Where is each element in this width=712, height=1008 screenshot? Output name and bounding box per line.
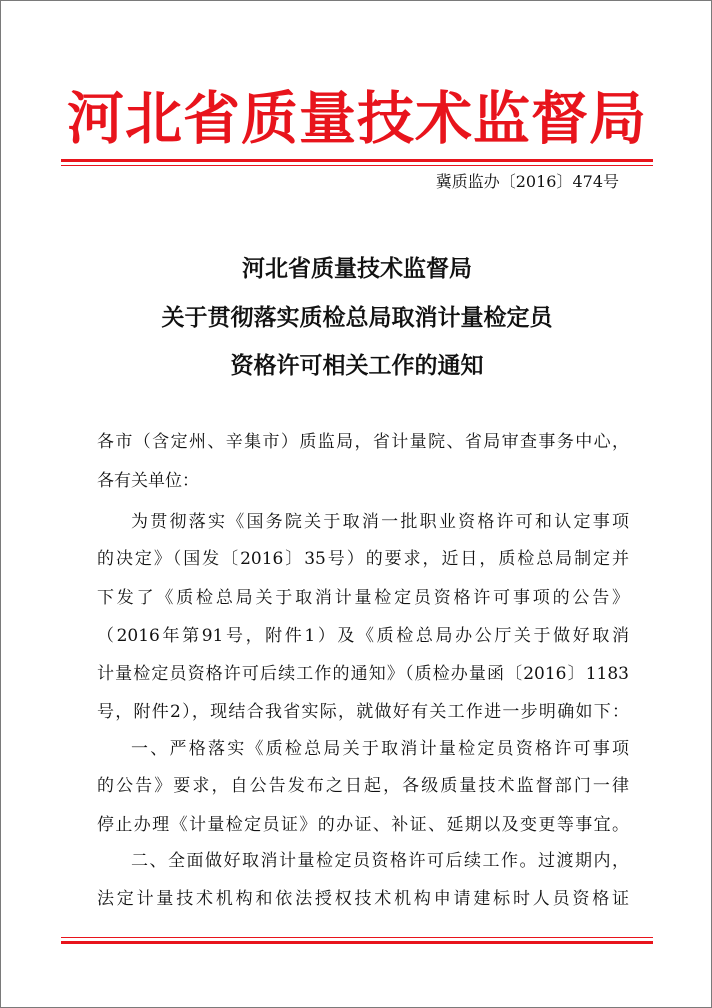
- body-line: 的决定》（国发〔2016〕35号）的要求，近日，质检总局制定并: [97, 549, 629, 569]
- body-line: 法定计量技术机构和依法授权技术机构申请建标时人员资格证: [97, 889, 629, 909]
- body-line: （2016年第91号，附件1）及《质检总局办公厅关于做好取消: [97, 626, 629, 646]
- body-line: 的公告》要求，自公告发布之日起，各级质量技术监督部门一律: [97, 776, 629, 796]
- body-line: 各有关单位：: [97, 471, 199, 491]
- body-line: 计量检定员资格许可后续工作的通知》（质检办量函〔2016〕1183: [97, 664, 629, 684]
- letterhead-agency-name: 河北省质量技术监督局: [67, 85, 647, 152]
- letterhead-rule-thin: [61, 165, 653, 166]
- title-line-2: 关于贯彻落实质检总局取消计量检定员: [161, 305, 553, 331]
- title-line-1: 河北省质量技术监督局: [242, 256, 472, 282]
- body-line: 号，附件2），现结合我省实际，就做好有关工作进一步明确如下：: [97, 702, 629, 722]
- footer-rule-thin: [61, 937, 653, 938]
- letterhead-rule-thick: [61, 159, 653, 162]
- footer-rule-thick: [61, 941, 653, 944]
- title-line-3: 资格许可相关工作的通知: [230, 353, 484, 379]
- body-line: 一、严格落实《质检总局关于取消计量检定员资格许可事项: [131, 739, 629, 759]
- body-line: 下发了《质检总局关于取消计量检定员资格许可事项的公告》: [97, 588, 629, 608]
- body-line: 各市（含定州、辛集市）质监局，省计量院、省局审查事务中心，: [97, 432, 629, 452]
- body-line: 停止办理《计量检定员证》的办证、补证、延期以及变更等事宜。: [97, 815, 629, 835]
- body-line: 二、全面做好取消计量检定员资格许可后续工作。过渡期内，: [131, 851, 629, 871]
- document-number: 冀质监办〔2016〕474号: [435, 172, 619, 191]
- body-line: 为贯彻落实《国务院关于取消一批职业资格许可和认定事项: [131, 512, 629, 532]
